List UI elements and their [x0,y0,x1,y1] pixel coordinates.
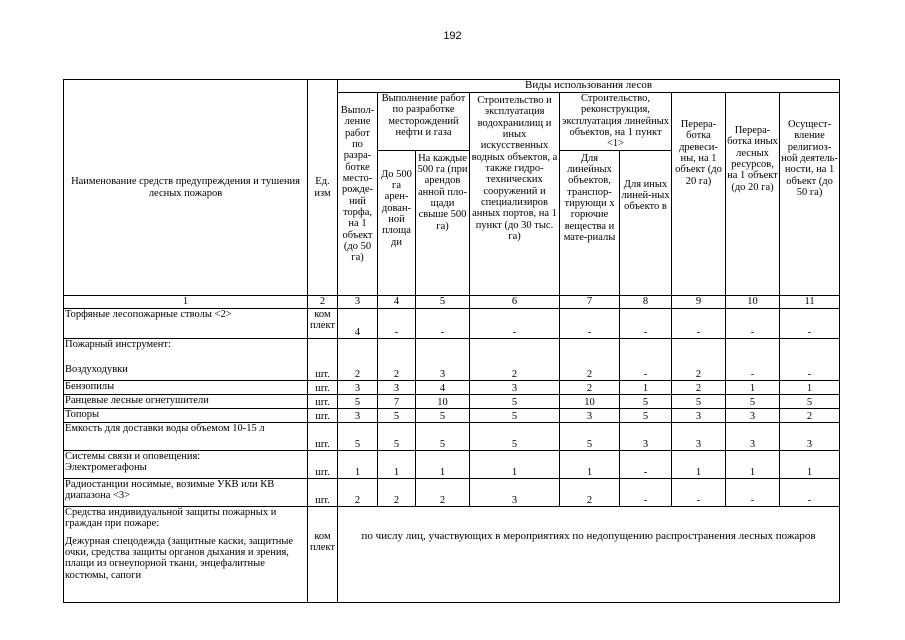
cell: 3 [338,409,378,423]
cell: 4 [338,309,378,339]
cell: 2 [672,381,726,395]
row-name-cell [64,451,308,479]
page-number: 192 [443,30,462,42]
section-title: Средства индивидуальной защиты пожарных и граждан при пожаре: [65,507,277,530]
cell: 5 [378,423,416,451]
row-name: Торфяные лесопожарные стволы <2> [64,309,308,339]
cell: - [620,451,672,479]
row-unit: шт. [308,451,338,479]
table-row [64,451,840,479]
cell: 5 [470,409,560,423]
cell: 1 [470,451,560,479]
col-num: 8 [620,296,672,309]
header-linear-fuel: Для линейных объектов, транспор-тирующи х горючие вещества и мате-риалы [560,150,620,295]
cell: - [726,309,780,339]
cell: 1 [780,381,840,395]
cell: 2 [560,381,620,395]
cell: 1 [620,381,672,395]
row-unit: шт. [308,423,338,451]
cell: 10 [560,395,620,409]
section-title: Пожарный инструмент: [65,339,171,350]
col-num: 2 [308,296,338,309]
cell: 3 [470,479,560,507]
cell: - [378,309,416,339]
cell: - [726,339,780,381]
row-unit: шт. [308,381,338,395]
cell: 2 [378,479,416,507]
cell: 1 [726,451,780,479]
cell: 2 [378,339,416,381]
header-linear: Строительство, реконструкция, эксплуатация линейных объектов, на 1 пункт <1> [560,93,672,151]
cell: 1 [416,451,470,479]
cell: - [672,309,726,339]
cell: 3 [560,409,620,423]
cell: 5 [620,395,672,409]
cell: 5 [620,409,672,423]
column-numbers-row [64,296,840,309]
row-name: Электромегафоны [65,462,147,474]
cell: 1 [560,451,620,479]
header-peat: Выпол-ление работ по разра-ботке место-рожде-ний торфа, на 1 объект (до 50 га) [338,93,378,296]
row-name: Топоры [64,409,308,423]
row-unit: шт. [308,339,338,381]
col-num: 7 [560,296,620,309]
cell: 3 [378,381,416,395]
cell: 2 [338,339,378,381]
table-row [64,339,840,381]
header-oilgas-each: На каждые 500 га (при арендов анной пло-щади свыше 500 га) [416,150,470,295]
row-unit: шт. [308,479,338,507]
cell: 1 [672,451,726,479]
table-row [64,423,840,451]
cell: 3 [338,381,378,395]
cell: 1 [378,451,416,479]
cell: 2 [416,479,470,507]
cell: 2 [470,339,560,381]
cell: 5 [672,395,726,409]
cell: 5 [780,395,840,409]
fire-equipment-table [63,79,840,603]
cell: 10 [416,395,470,409]
cell: 1 [780,451,840,479]
cell: 2 [338,479,378,507]
row-name: Воздуходувки [65,364,128,376]
cell: - [780,339,840,381]
cell: 5 [338,423,378,451]
cell: - [620,339,672,381]
col-num: 1 [64,296,308,309]
ppe-note: по числу лиц, участвующих в мероприятиях по недопущению распространения лесных пожаров [338,507,840,603]
section-title: Системы связи и оповещения: [65,451,201,462]
cell: - [620,479,672,507]
cell: 5 [338,395,378,409]
cell: - [470,309,560,339]
table-row [64,309,840,339]
row-name: Емкость для доставки воды объемом 10-15 л [64,423,308,451]
row-name-cell [64,339,308,381]
cell: 5 [416,423,470,451]
row-unit: ком плект [308,507,338,603]
col-num: 3 [338,296,378,309]
cell: - [560,309,620,339]
header-water: Строительство и эксплуатация водохранилищ и иных искусственных водных объектов, а также гидро-технических сооружений и специализиров анных портов, на 1 пункт (до 30 тыс. га) [470,93,560,296]
cell: 5 [470,395,560,409]
cell: - [780,309,840,339]
table-row [64,409,840,423]
cell: - [620,309,672,339]
cell: - [416,309,470,339]
cell: - [672,479,726,507]
cell: - [780,479,840,507]
col-num: 6 [470,296,560,309]
cell: 2 [780,409,840,423]
cell: 1 [726,381,780,395]
cell: 3 [416,339,470,381]
header-usage-types: Виды использования лесов [338,80,840,93]
col-num: 4 [378,296,416,309]
table-row [64,479,840,507]
row-name: Ранцевые лесные огнетушители [64,395,308,409]
cell: 1 [338,451,378,479]
header-religious: Осущест-вление религиоз-ной деятель-ности, на 1 объект (до 50 га) [780,93,840,296]
cell: 4 [416,381,470,395]
cell: 3 [726,423,780,451]
cell: 2 [560,339,620,381]
row-unit: шт. [308,395,338,409]
cell: - [726,479,780,507]
col-num: 5 [416,296,470,309]
cell: 5 [726,395,780,409]
header-row-1 [64,80,840,93]
row-unit: шт. [308,409,338,423]
col-num: 9 [672,296,726,309]
row-name: Дежурная спецодежда (защитные каски, защитные очки, средства защиты органов дыхания и зрения, плащи из огнеупорной ткани, энцефалитные костюмы, сапоги [65,535,294,581]
row-name: Радиостанции носимые, возимые УКВ или КВ диапазона <3> [64,479,308,507]
header-unit: Ед. изм [308,80,338,296]
header-linear-other: Для иных линей-ных объекто в [620,150,672,295]
row-unit: ком плект [308,309,338,339]
cell: 2 [672,339,726,381]
cell: 5 [560,423,620,451]
cell: 5 [416,409,470,423]
table-row [64,381,840,395]
cell: 3 [726,409,780,423]
cell: 5 [378,409,416,423]
header-wood: Перера-ботка древеси-ны, на 1 объект (до 20 га) [672,93,726,296]
header-oilgas-500: До 500 га арен-дован-ной площа ди [378,150,416,295]
cell: 2 [560,479,620,507]
cell: 3 [672,409,726,423]
cell: 3 [780,423,840,451]
header-name: Наименование средств предупреждения и тушения лесных пожаров [64,80,308,296]
cell: 5 [470,423,560,451]
header-oilgas: Выполнение работ по разработке месторождений нефти и газа [378,93,470,151]
cell: 3 [620,423,672,451]
table-row [64,395,840,409]
cell: 7 [378,395,416,409]
col-num: 11 [780,296,840,309]
row-name-cell [64,507,308,603]
header-forest-resources: Перера-ботка иных лесных ресурсов, на 1 объект (до 20 га) [726,93,780,296]
row-name: Бензопилы [64,381,308,395]
col-num: 10 [726,296,780,309]
cell: 3 [470,381,560,395]
cell: 3 [672,423,726,451]
table-row [64,507,840,603]
